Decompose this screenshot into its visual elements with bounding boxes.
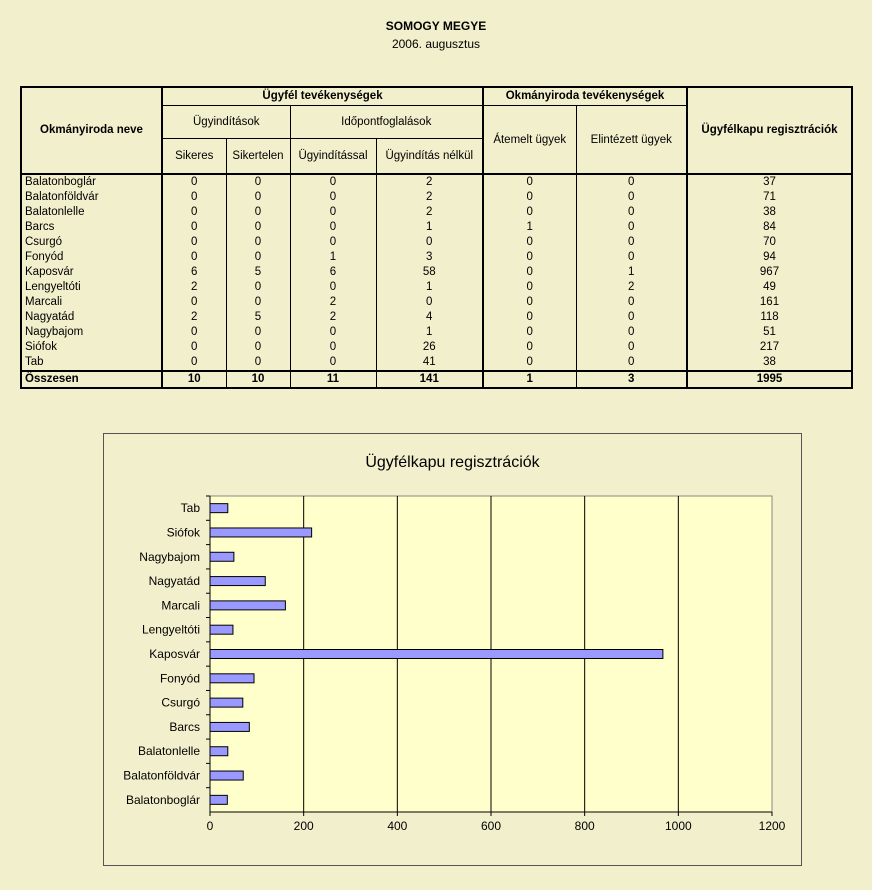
bar-lengyeltóti [210,625,233,634]
header-client-activities: Ügyfél tevékenységek [162,87,483,106]
value-cell: 0 [483,235,576,250]
bar-chart [104,434,801,865]
value-cell: 0 [576,250,687,265]
chart-title: Ügyfélkapu regisztrációk [365,454,540,471]
table-row [21,355,852,371]
x-tick-label: 1200 [758,819,786,833]
office-name-cell: Tab [21,355,162,371]
value-cell: 38 [687,205,852,220]
value-cell: 0 [226,174,290,190]
value-cell: 0 [290,325,376,340]
value-cell: 0 [162,250,226,265]
office-name-cell: Balatonföldvár [21,190,162,205]
x-tick-label: 800 [574,819,595,833]
value-cell: 0 [576,190,687,205]
value-cell: 0 [162,190,226,205]
value-cell: 0 [290,205,376,220]
value-cell: 0 [576,340,687,355]
value-cell: 0 [576,325,687,340]
value-cell: 0 [226,235,290,250]
value-cell: 0 [483,174,576,190]
office-name-cell: Siófok [21,340,162,355]
value-cell: 0 [576,295,687,310]
value-cell: 0 [576,355,687,371]
value-cell: 141 [376,371,483,388]
office-name-cell: Barcs [21,220,162,235]
bar-siófok [210,528,312,537]
value-cell: 0 [576,174,687,190]
chart-container [103,433,802,866]
value-cell: 0 [290,280,376,295]
header-idopontfoglalasok: Időpontfoglalások [290,106,483,139]
value-cell: 0 [483,190,576,205]
table-row [21,205,852,220]
value-cell: 10 [226,371,290,388]
x-tick-label: 400 [387,819,408,833]
value-cell: 11 [290,371,376,388]
header-elintezett-ugyek: Elintézett ügyek [576,106,687,175]
value-cell: 2 [376,174,483,190]
value-cell: 0 [290,174,376,190]
x-tick-label: 600 [480,819,502,833]
office-name-cell: Kaposvár [21,265,162,280]
value-cell: 0 [483,265,576,280]
value-cell: 94 [687,250,852,265]
value-cell: 0 [483,310,576,325]
x-tick-label: 0 [206,819,214,833]
value-cell: 2 [162,280,226,295]
value-cell: 38 [687,355,852,371]
table-row [21,265,852,280]
bar-balatonföldvár [210,771,243,780]
value-cell: 2 [162,310,226,325]
y-category-label: Nagybajom [139,549,200,564]
office-name-cell: Összesen [21,371,162,388]
value-cell: 0 [226,295,290,310]
x-tick-label: 200 [293,819,314,833]
value-cell: 0 [483,355,576,371]
value-cell: 0 [576,310,687,325]
value-cell: 0 [226,280,290,295]
value-cell: 2 [290,295,376,310]
y-category-label: Csurgó [161,695,200,710]
value-cell: 51 [687,325,852,340]
table-row [21,340,852,355]
header-office-activities: Okmányiroda tevékenységek [483,87,687,106]
value-cell: 161 [687,295,852,310]
office-name-cell: Nagyatád [21,310,162,325]
value-cell: 0 [576,220,687,235]
value-cell: 84 [687,220,852,235]
x-tick-label: 1000 [664,819,692,833]
bar-fonyód [210,674,254,683]
office-name-cell: Lengyeltóti [21,280,162,295]
bar-nagyatád [210,577,265,586]
value-cell: 0 [162,205,226,220]
value-cell: 0 [226,205,290,220]
value-cell: 0 [226,250,290,265]
value-cell: 967 [687,265,852,280]
value-cell: 4 [376,310,483,325]
value-cell: 71 [687,190,852,205]
value-cell: 0 [226,355,290,371]
bar-kaposvár [210,650,663,659]
y-category-label: Lengyeltóti [141,622,200,637]
value-cell: 49 [687,280,852,295]
value-cell: 0 [162,220,226,235]
table-row [21,190,852,205]
table-row [21,310,852,325]
value-cell: 2 [576,280,687,295]
value-cell: 2 [376,190,483,205]
value-cell: 0 [162,295,226,310]
table-row [21,220,852,235]
value-cell: 0 [226,340,290,355]
report-subtitle: 2006. augusztus [391,37,481,51]
bar-csurgó [210,698,243,707]
value-cell: 0 [290,220,376,235]
y-category-label: Barcs [169,719,200,734]
value-cell: 41 [376,355,483,371]
statistics-table [20,86,853,389]
value-cell: 0 [483,295,576,310]
value-cell: 0 [162,174,226,190]
value-cell: 0 [162,235,226,250]
table-row [21,295,852,310]
table-total-row [21,371,852,388]
value-cell: 0 [483,205,576,220]
value-cell: 6 [162,265,226,280]
table-row [21,280,852,295]
value-cell: 0 [226,220,290,235]
office-name-cell: Csurgó [21,235,162,250]
value-cell: 58 [376,265,483,280]
value-cell: 1 [376,280,483,295]
value-cell: 2 [376,205,483,220]
bar-marcali [210,601,285,610]
value-cell: 0 [226,190,290,205]
value-cell: 118 [687,310,852,325]
value-cell: 0 [290,235,376,250]
value-cell: 1 [483,220,576,235]
y-category-label: Marcali [161,598,200,613]
table-body [21,174,852,388]
value-cell: 0 [162,340,226,355]
table-row [21,174,852,190]
value-cell: 3 [376,250,483,265]
value-cell: 2 [290,310,376,325]
value-cell: 1 [576,265,687,280]
office-name-cell: Nagybajom [21,325,162,340]
header-ugyinditas-nelkul: Ügyindítás nélkül [376,139,483,175]
header-ugyinditasok: Ügyindítások [162,106,290,139]
report-title: SOMOGY MEGYE [385,19,487,33]
y-category-label: Nagyatád [148,574,200,589]
value-cell: 5 [226,265,290,280]
value-cell: 3 [576,371,687,388]
table-row [21,235,852,250]
value-cell: 5 [226,310,290,325]
header-ugyinditassal: Ügyindítással [290,139,376,175]
value-cell: 1 [376,220,483,235]
value-cell: 0 [483,325,576,340]
value-cell: 0 [376,295,483,310]
value-cell: 0 [576,235,687,250]
y-category-label: Balatonboglár [125,792,200,807]
y-category-label: Balatonföldvár [123,768,200,783]
value-cell: 0 [290,355,376,371]
value-cell: 0 [290,190,376,205]
y-category-label: Balatonlelle [137,744,200,759]
header-office-name: Okmányiroda neve [21,87,162,174]
value-cell: 0 [483,280,576,295]
value-cell: 0 [376,235,483,250]
value-cell: 37 [687,174,852,190]
office-name-cell: Fonyód [21,250,162,265]
header-sikertelen: Sikertelen [226,139,290,175]
value-cell: 1 [483,371,576,388]
value-cell: 1995 [687,371,852,388]
table-row [21,250,852,265]
value-cell: 70 [687,235,852,250]
office-name-cell: Marcali [21,295,162,310]
bar-barcs [210,722,249,731]
value-cell: 0 [483,340,576,355]
office-name-cell: Balatonboglár [21,174,162,190]
header-atemelt-ugyek: Átemelt ügyek [483,106,576,175]
header-sikeres: Sikeres [162,139,226,175]
header-ugyfelkapu: Ügyfélkapu regisztrációk [687,87,852,174]
value-cell: 26 [376,340,483,355]
value-cell: 10 [162,371,226,388]
value-cell: 0 [290,340,376,355]
value-cell: 1 [290,250,376,265]
value-cell: 0 [226,325,290,340]
bar-tab [210,504,228,513]
bar-balatonboglár [210,795,227,804]
table-row [21,325,852,340]
y-category-label: Fonyód [159,671,200,686]
value-cell: 0 [162,355,226,371]
value-cell: 0 [483,250,576,265]
value-cell: 0 [576,205,687,220]
value-cell: 217 [687,340,852,355]
value-cell: 1 [376,325,483,340]
value-cell: 0 [162,325,226,340]
y-category-label: Tab [180,501,200,516]
y-category-label: Kaposvár [149,647,200,661]
office-name-cell: Balatonlelle [21,205,162,220]
value-cell: 6 [290,265,376,280]
bar-balatonlelle [210,747,228,756]
bar-nagybajom [210,552,234,561]
y-category-label: Siófok [166,525,200,540]
